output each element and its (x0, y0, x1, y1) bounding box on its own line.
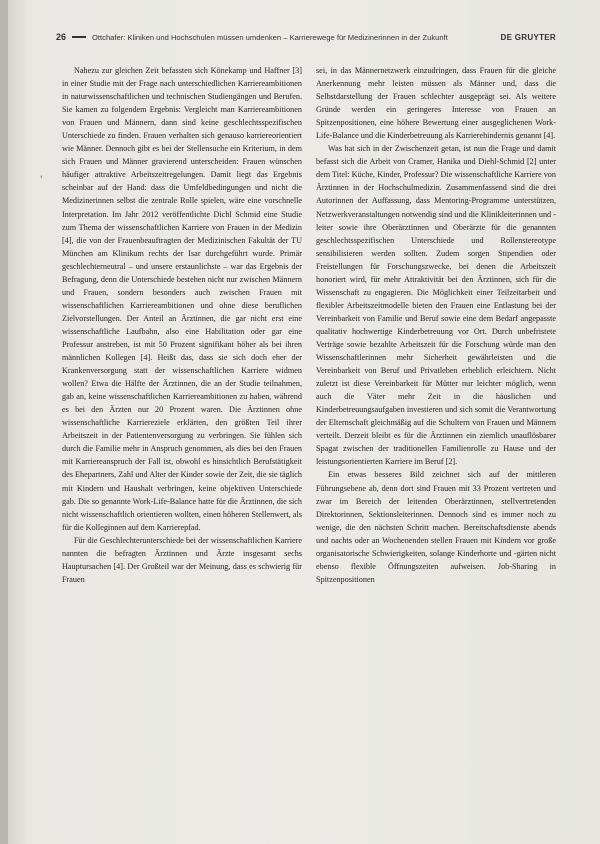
page-number: 26 (56, 32, 67, 42)
publisher-name: DE GRUYTER (500, 32, 556, 42)
header-rule (72, 36, 86, 38)
paragraph: sei, in das Männernetzwerk einzudringen, dass Frauen für die gleiche Anerkennung mehr leisten müssen als Männer und, dass die Selbstdarstellung der Frauen schlechter ausgeprägt sei. Als weitere Gründe werden ein geringeres Interesse von Frauen an Spitzenpositionen, eine höhere Bewertung einer ausgeglichenen Work-Life-Balance und die Kinderbetreuung als Karrierehindernis genannt [4]. (316, 66, 556, 141)
page-binding-shadow (0, 0, 8, 844)
paragraph: Was hat sich in der Zwischenzeit getan, ist nun die Frage und damit befasst sich die Arbeit von Cramer, Hanika und Diehl-Schmid [2] unter dem Titel: Küche, Kinder, Professur? Die wissenschaftliche Karriere von Ärztinnen in der Hochschulmedizin. Zusammenfassend sind die drei Autorinnen der Auffassung, dass Mentoring-Programme unterstützen, Netzwerkveranstaltungen notwendig sind und die Klinikleiterinnen und -leiter sowie ihre Oberärztinnen und Oberärzte für die genannten geschlechtsspezifischen Unterschiede und Rollenstereotype sensibilisieren werden sollten. Zudem sorgen Stipendien oder Freistellungen für Forschungszwecke, bei denen die Arbeitszeit honoriert wird, für mehr Attraktivität bei den Ärztinnen, sich für die Wissenschaft zu engagieren. Die Möglichkeit einer Teilzeitarbeit und flexibler Arbeitszeitmodelle bieten den Frauen eine Entlastung bei der Vereinbarkeit von Familie und Beruf sowie eine dem Bedarf angepasste qualitativ hochwertige Kinderbetreuung vor Ort. Durch unbefristete Verträge sowie bezahlte Arbeitszeit für die Forschung würde man den Wissenschaftlerinnen mehr Sicherheit gewährleisten und die Vereinbarkeit von Beruf und Privatleben erheblich erleichtern. Nicht zuletzt ist diese Vereinbarkeit für Mütter nur leichter möglich, wenn auch die Väter mehr Zeit in die häuslichen und Kinderbetreuungsaufgaben investieren und sich somit die Verantwortung der Elternschaft gleichmäßig auf die Schultern von Frauen und Männern verteilt. Derzeit bleibt es für die Ärztinnen ein ziemlich unauflösbarer Spagat zwischen der traditionellen Familienrolle zu Hause und der leistungsorientierten Karriere im Beruf [2]. (316, 144, 556, 467)
paragraph: Für die Geschlechterunterschiede bei der wissenschaftlichen Karriere nannten die befragten Ärztinnen und Ärzte insgesamt sechs Hauptursachen [4]. Der Großteil war der Meinung, dass es schwierig für Frauen (62, 535, 302, 584)
paragraph: Nahezu zur gleichen Zeit befassten sich Könekamp und Haffner [3] in einer Studie mit der Frage nach unterschiedlichen Karriereambitionen in naturwissenschaftlichen und technischen Studiengängen und Berufen. Sie kamen zu folgendem Ergebnis: Vergleicht man Karriereambitionen von Frauen und Männern, dann sind keine geschlechtsspezifischen Unterschiede zu finden. Frauen verhalten sich genauso karriereorientiert wie Männer. Dennoch gibt es bei der Stellensuche ein Kriterium, in dem sich Frauen und Männer gravierend unterscheiden: Frauen wünschen häufiger attraktive Arbeitszeitregelungen. Damit liegt das Ergebnis scheinbar auf der Hand: dass die Umfeldbedingungen und nicht die Medizinerinnen selbst die zentrale Rolle spielen, wäre eine vorschnelle Interpretation. Im Jahr 2012 veröffentlichte Dichl Schmid eine Studie zum Thema der wissenschaftlichen Karriere von Frauen in der Medizin [4], die von der Frauenbeauftragten der Medizinischen Fakultät der TU München am Klinikum rechts der Isar durchgeführt wurde. Primär geschlechterneutral – und unsere erstaunlichste – war das Ergebnis der Befragung, denn die Unterschiede bestehen nicht nur zwischen Männern und Frauen, sondern besonders auch zwischen Frauen mit wissenschaftlichen Karriereambitionen und ohne diese beruflichen Zielvorstellungen. Der Anteil an Ärztinnen, die gar nicht erst eine wissenschaftliche Laufbahn, also eine Habilitation oder gar eine Professur anstreben, ist mit 50 Prozent signifikant höher als bei ihren männlichen Kollegen [4]. Heißt das, dass sie sich doch eher der Krankenversorgung statt der wissenschaftlichen Karriere widmen wollen? Etwa die Hälfte der Ärztinnen, die an der Studie teilnahmen, gab an, keine wissenschaftlichen Karriereambitionen zu haben, während es bei den Ärzten nur 20 Prozent waren. Die Ärztinnen ohne wissenschaftliche Karriereziele erklärten, den größten Teil ihrer Arbeitszeit in der Patientenversorgung zu verbringen. Sie fühlen sich durch die Familie mehr in Anspruch genommen, als dies bei den Frauen mit Karriereanspruch der Fall ist, obwohl es hinsichtlich Berufstätigkeit des Ehepartners, Zahl und Alter der Kinder sowie der Zeit, die sie täglich mit Kindern und Haushalt verbringen, keine objektiven Unterschiede gab. Die so genannte Work-Life-Balance hatte für die Ärztinnen, die sich nicht wissenschaftlich orientieren wollten, einen höheren Stellenwert, als für die Kolleginnen auf dem Karrierepfad. (62, 66, 302, 532)
running-header (56, 30, 556, 44)
right-column (316, 64, 556, 586)
left-column (62, 64, 302, 586)
paragraph: Ein etwas besseres Bild zeichnet sich auf der mittleren Führungsebene ab, denn dort sind Frauen mit 33 Prozent vertreten und zwar im Bereich der leitenden Oberärztinnen, stellvertretenden Direktorinnen, Sektionsleiterinnen. Dennoch sind es immer noch zu wenige, die den nächsten Schritt machen. Bereitschaftsdienste abends und nachts oder an Wochenenden stellen Frauen mit Kindern vor große organisatorische Schwierigkeiten, solange Kinderhorte und -gärten nicht ebenso flexible Öffnungszeiten aufweisen. Job-Sharing in Spitzenpositionen (316, 470, 556, 584)
margin-mark: ‹ (40, 172, 43, 181)
running-title: Ottchafer: Kliniken und Hochschulen müssen umdenken – Karrierewege für Medizinerinnen in der Zukunft (92, 32, 448, 42)
